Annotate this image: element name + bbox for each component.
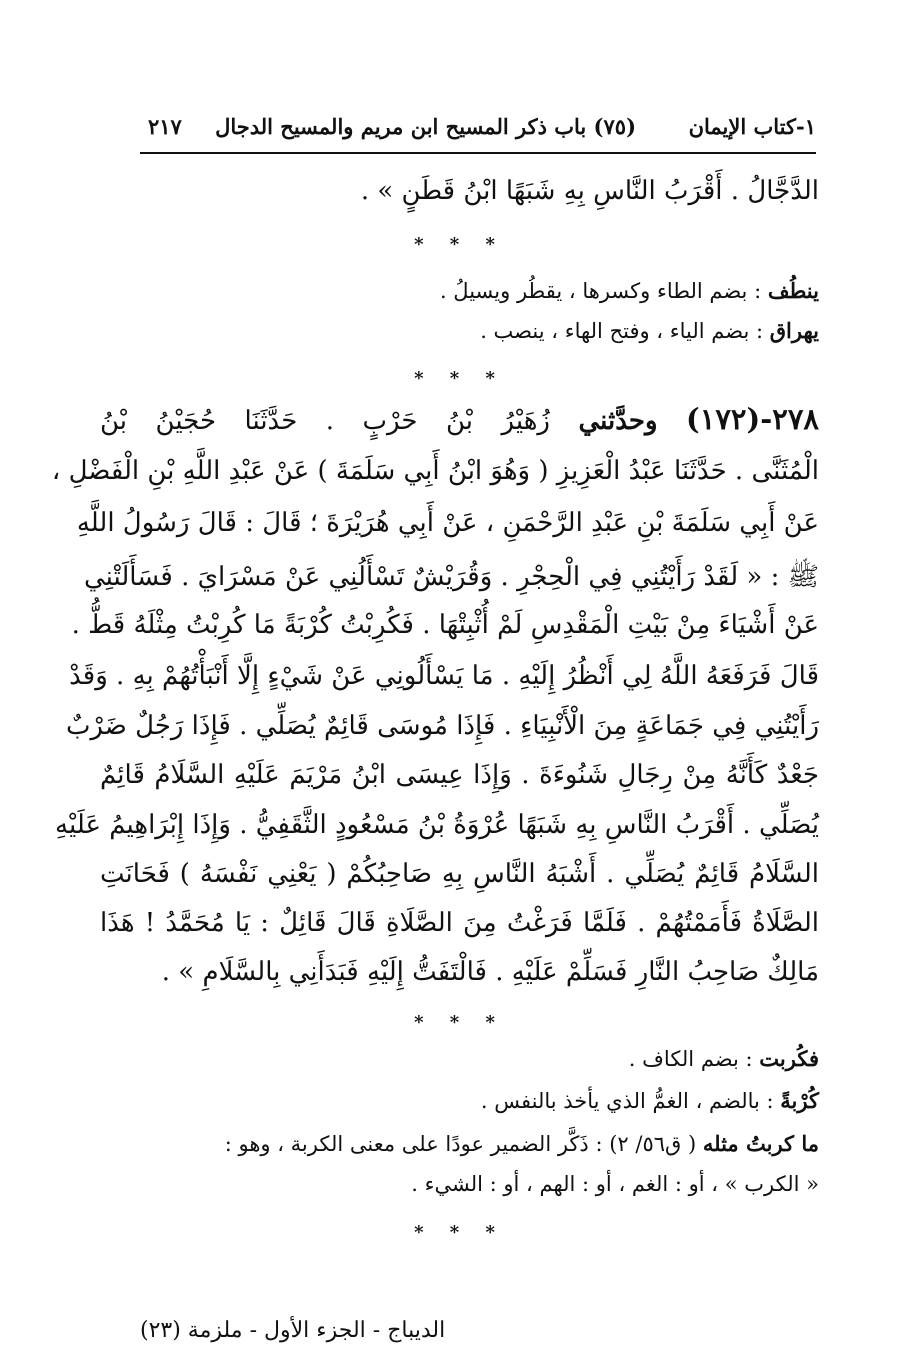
gloss-text: : بضم الطاء وكسرها ، يقطُر ويسيلُ . [439, 279, 762, 303]
hadith-line: يُصَلِّي . أَقْرَبُ النَّاسِ بِهِ شَبَهًا عُرْوَةُ بْنُ مَسْعُودٍ الثَّقَفِيُّ . وَإِذَا إِبْرَاهِيمُ عَلَيْهِ [55, 810, 819, 840]
gloss-term: ما كربتُ مثله [702, 1131, 819, 1156]
header-chapter-title: (٧٥) باب ذكر المسيح ابن مريم والمسيح الدجال [215, 114, 636, 139]
separator: * * * [414, 368, 505, 389]
gloss-continuation: « الكرب » ، أو : الغم ، أو : الهم ، أو : الشيء . [411, 1172, 819, 1196]
hadith-line: قَالَ فَرَفَعَهُ اللَّهُ لِي أَنْظُرُ إِلَيْهِ . مَا يَسْأَلُونِي عَنْ شَيْءٍ إِلَّا أَنْبَأْتُهُمْ بِهِ . وَقَدْ [69, 661, 819, 691]
hadith-line: ﷺ : « لَقَدْ رَأَيْتُنِي فِي الْحِجْرِ . وَقُرَيْشٌ تَسْأَلُنِي عَنْ مَسْرَايَ . فَسَأَلَتْنِي [84, 562, 819, 592]
gloss-text: : بضم الياء ، وفتح الهاء ، ينصب . [480, 319, 764, 343]
hadith-line: زُهَيْرُ بْنُ حَرْبٍ . حَدَّثَنَا حُجَيْنُ بْنُ [100, 406, 550, 436]
gloss-term: ينطُف [767, 278, 819, 303]
gloss-item [440, 278, 819, 303]
hadith-first-line [100, 402, 819, 436]
gloss-item [480, 318, 819, 343]
gloss-text: : بضم الكاف . [628, 1047, 753, 1071]
gloss-term: كُرْبةً [780, 1088, 819, 1113]
gloss-item [225, 1131, 819, 1156]
hadith-opener: وحدَّثني [578, 406, 658, 436]
hadith-line: رَأَيْتُنِي فِي جَمَاعَةٍ مِنَ الْأَنْبِيَاءِ . فَإِذَا مُوسَى قَائِمٌ يُصَلِّي . فَإِذَا رَجُلٌ ضَرْبٌ [65, 711, 819, 741]
hadith-line: عَنْ أَبِي سَلَمَةَ بْنِ عَبْدِ الرَّحْمَنِ ، عَنْ أَبِي هُرَيْرَةَ ؛ قَالَ : قَالَ رَسُولُ اللَّهِ [76, 508, 819, 538]
page-number: ٢١٧ [148, 114, 182, 139]
hadith-line: مَالِكٌ صَاحِبُ النَّارِ فَسَلِّمْ عَلَيْهِ . فَالْتَفَتُّ إِلَيْهِ فَبَدَأَنِي بِالسَّلَامِ » . [161, 957, 819, 987]
running-header [140, 112, 816, 154]
hadith-line: الصَّلَاةُ فَأَمَمْتُهُمْ . فَلَمَّا فَرَغْتُ مِنَ الصَّلَاةِ قَالَ قَائِلٌ : يَا مُحَمَّدُ ! هَذَا [100, 908, 819, 938]
gloss-item [629, 1046, 819, 1071]
separator: * * * [414, 234, 505, 255]
header-book-title: ١-كتاب الإيمان [688, 114, 816, 139]
gloss-term: يهراق [769, 318, 819, 343]
separator: * * * [414, 1012, 505, 1033]
separator: * * * [414, 1222, 505, 1243]
hadith-line: الْمُثَنَّى . حَدَّثَنَا عَبْدُ الْعَزِيزِ ( وَهُوَ ابْنُ أَبِي سَلَمَةَ ) عَنْ عَبْدِ اللَّهِ بْنِ الْفَضْلِ ، [51, 456, 819, 486]
gloss-text: : بالضم ، الغمُّ الذي يأخذ بالنفس . [480, 1089, 774, 1113]
hadith-number: ٢٧٨-(١٧٢) [686, 402, 819, 436]
page-footer: الديباج - الجزء الأول - ملزمة (٢٣) [140, 1318, 446, 1343]
gloss-term: فكُربت [759, 1046, 819, 1071]
gloss-text: ( ق٥٦/ ٢) : ذَكَّر الضمير عودًا على معنى الكربة ، وهو : [224, 1132, 697, 1156]
gloss-item [481, 1088, 819, 1113]
top-text-line: الدَّجَّالُ . أَقْرَبُ النَّاسِ بِهِ شَبَهًا ابْنُ قَطَنٍ » . [360, 176, 819, 206]
hadith-line: عَنْ أَشْيَاءَ مِنْ بَيْتِ الْمَقْدِسِ لَمْ أُثْبِتْهَا . فَكُرِبْتُ كُرْبَةً مَا كُرِبْتُ مِثْلَهُ قَطُّ . [71, 610, 819, 640]
hadith-line: جَعْدٌ كَأَنَّهُ مِنْ رِجَالِ شَنُوءَةَ . وَإِذَا عِيسَى ابْنُ مَرْيَمَ عَلَيْهِ السَّلَامُ قَائِمٌ [100, 760, 819, 790]
hadith-line: السَّلَامُ قَائِمٌ يُصَلِّي . أَشْبَهُ النَّاسِ بِهِ صَاحِبُكُمْ ( يَعْنِي نَفْسَهُ ) فَحَانَتِ [100, 859, 819, 889]
